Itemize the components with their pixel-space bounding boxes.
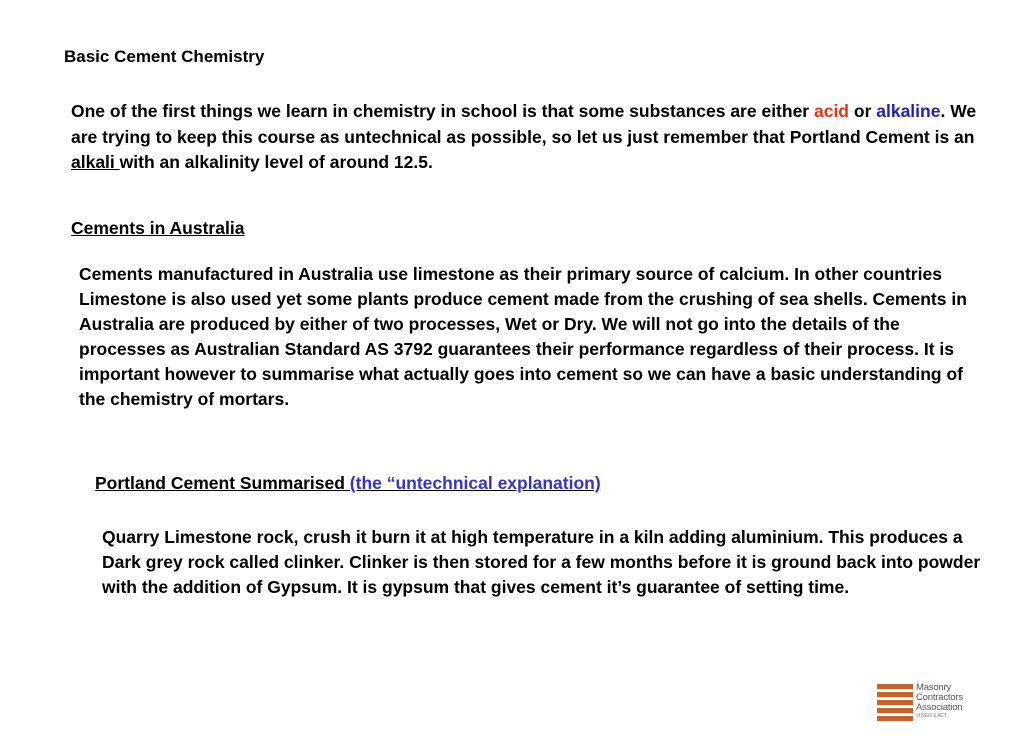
- acid-term: acid: [813, 101, 850, 121]
- association-logo: [877, 684, 987, 724]
- alkaline-term: alkaline: [876, 101, 941, 121]
- logo-line-1: Masonry: [916, 682, 952, 693]
- logo-bar: [877, 692, 913, 697]
- alkali-term: alkali: [71, 152, 120, 172]
- intro-text-3: with an alkalinity level of around 12.5.: [119, 152, 433, 172]
- intro-paragraph: [71, 99, 981, 176]
- intro-text-2: . We are trying to keep this course as untechnical as possible, so let us just remember that Portland Cement is an: [71, 101, 977, 147]
- logo-bar: [877, 684, 913, 689]
- logo-bar: [877, 708, 913, 713]
- summary-heading-note: (the “untechnical explanation): [344, 473, 601, 493]
- australia-paragraph: Cements manufactured in Australia use limestone as their primary source of calcium. In other countries Limestone is also used yet some plants produce cement made from the crushing of sea shells. Cements in Australia are produced by either of two processes, Wet or Dry. We will not go into the details of the processes as Australian Standard AS 3792 guarantees their performance regardless of their process. It is important however to summarise what actually goes into cement so we can have a basic understanding of the chemistry of mortars.: [79, 264, 967, 409]
- summary-paragraph: Quarry Limestone rock, crush it burn it at high temperature in a kiln adding aluminium. This produces a Dark grey rock called clinker. Clinker is then stored for a few months before it is ground back into powder with the addition of Gypsum. It is gypsum that gives cement it’s guarantee of setting time.: [102, 527, 981, 597]
- page-title: Basic Cement Chemistry: [64, 47, 265, 66]
- summary-heading-text: Portland Cement Summarised: [95, 473, 345, 493]
- logo-line-3: Association: [916, 702, 963, 713]
- intro-text-1: One of the first things we learn in chemistry in school is that some substances are either: [71, 101, 814, 121]
- logo-line-4: of NSW & ACT: [916, 713, 947, 719]
- brick-logo-icon: [877, 684, 913, 722]
- logo-line-2: Contractors: [916, 692, 963, 703]
- logo-wordmark: [916, 683, 963, 719]
- logo-bar: [877, 716, 913, 721]
- intro-or: or: [849, 101, 877, 121]
- summary-heading: [95, 472, 601, 494]
- logo-bar: [877, 700, 913, 705]
- australia-heading: Cements in Australia: [71, 218, 245, 238]
